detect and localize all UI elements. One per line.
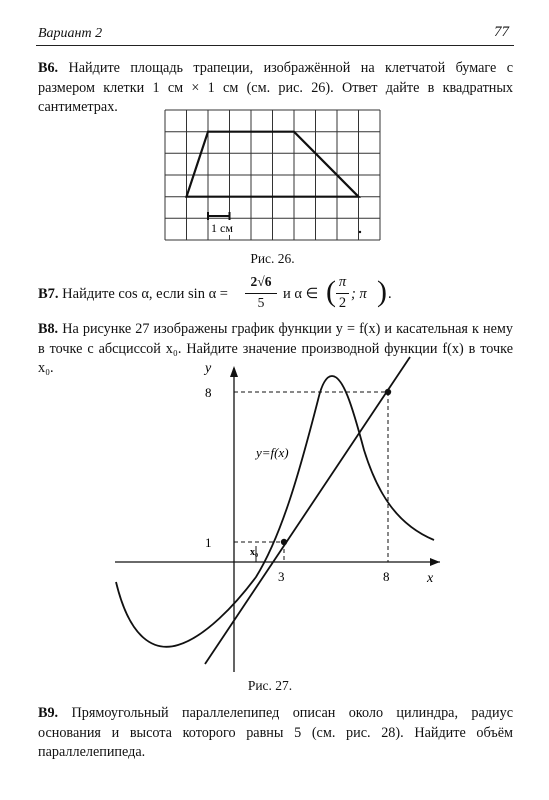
problem-b9-text: Прямоугольный параллелепипед описан около цилиндра, радиус основания и высота которого равны 5 (см. рис. 28). Найдите объём параллелепипеда.: [38, 705, 513, 761]
tick-label-y1: 1: [205, 535, 212, 550]
curve-label: y=f(x): [256, 445, 289, 460]
point-8-8: [385, 389, 391, 395]
problem-b7-middle: и α ∈: [283, 286, 319, 302]
problem-b6-label: B6.: [38, 60, 59, 76]
x-axis-arrow: [430, 558, 440, 566]
x-axis-label: x: [427, 571, 434, 586]
problem-b8-text: На рисунке 27 изображены график функции y = f(x) и касательная к нему в точке с абсциссой x₀. Найдите значение производной функции f(x) в точке x₀.: [38, 321, 514, 377]
figure-26-caption: Рис. 26.: [250, 251, 295, 266]
problem-b8-label: B8.: [38, 321, 59, 337]
interval-numerator: π: [338, 274, 347, 290]
problem-b9-label: B9.: [38, 705, 59, 721]
problem-b6-text: Найдите площадь трапеции, изображённой на клетчатой бумаге с размером клетки 1 см × 1 см (см. рис. 26). Ответ дайте в квадратных сантиметрах.: [38, 60, 514, 116]
problem-b7-text: Найдите cos α, если sin α =: [62, 286, 228, 302]
tick-label-y8: 8: [205, 385, 212, 400]
point-3-1: [281, 539, 287, 545]
y-axis-arrow: [230, 366, 238, 377]
figure-27-caption: Рис. 27.: [247, 678, 293, 693]
fraction-numerator: 2√6: [250, 274, 272, 289]
function-curve: [116, 376, 434, 647]
tick-label-x3: 3: [278, 569, 285, 584]
interval-tail: ; π: [351, 286, 367, 302]
problem-b7-label: B7.: [38, 286, 59, 302]
page-number: 77: [494, 24, 509, 40]
paren-open: (: [326, 275, 336, 308]
paren-close: ): [377, 275, 387, 308]
tick-label-x8: 8: [383, 569, 390, 584]
period: .: [388, 286, 392, 302]
fraction-denominator: 5: [257, 295, 265, 310]
y-axis-label: y: [205, 361, 212, 376]
interval-denominator: 2: [338, 295, 347, 311]
problem-b9: [38, 704, 513, 763]
running-header: Вариант 2: [38, 26, 103, 41]
x0-label: x₀: [250, 547, 258, 558]
scale-label: 1 см: [211, 221, 233, 235]
tangent-line: [205, 357, 410, 664]
